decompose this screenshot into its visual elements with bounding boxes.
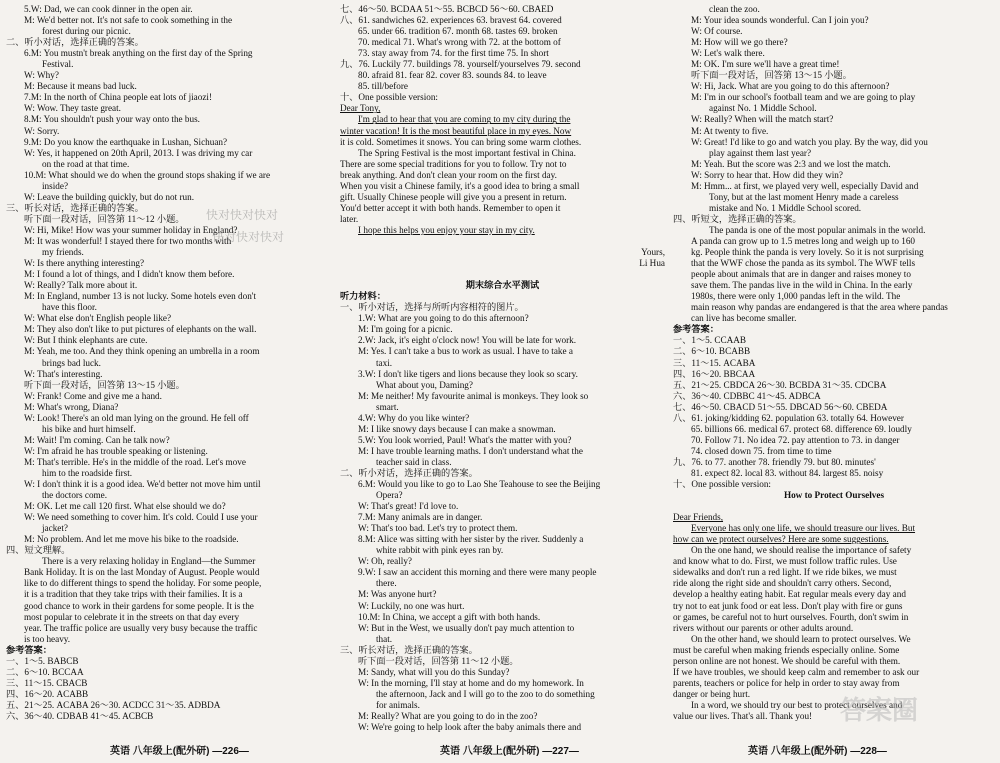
text-line: M: Hmm... at first, we played very well, especially David and: [691, 180, 919, 191]
text-line: There are some special traditions for you to follow. Try not to: [340, 158, 567, 169]
page-footer-228: 英语 八年级上(配外研) —228—: [748, 746, 887, 757]
text-line: 9.M: Do you know the earthquake in Lushan, Sichuan?: [24, 136, 228, 147]
text-line: M: I found a lot of things, and I didn't know them before.: [24, 269, 235, 280]
text-line: M: I have trouble learning maths. I don't understand what the: [358, 445, 583, 456]
text-line: sidewalks and don't run a red light. If we ride bikes, we must: [673, 567, 897, 578]
text-line: teacher said in class.: [376, 456, 452, 467]
text-line: M: Yeah. But the score was 2:3 and we lost the match.: [691, 158, 891, 169]
text-line: have this floor.: [42, 302, 97, 313]
text-line: 二、6～10. BCABB: [673, 346, 751, 357]
text-line: break anything. And don't clean your room on the first day.: [340, 169, 557, 180]
text-line: The panda is one of the most popular animals in the world.: [709, 224, 926, 235]
text-line: 7.M: Many animals are in danger.: [358, 512, 483, 523]
text-line: 6.M: Would you like to go to Lao She Teahouse to see the Beijing: [358, 479, 601, 490]
text-line: I hope this helps you enjoy your stay in my city.: [358, 224, 535, 235]
text-line: W: Hi, Jack. What are you going to do this afternoon?: [691, 81, 890, 92]
text-line: 1.W: What are you going to do this afternoon?: [358, 313, 529, 324]
text-line: 三、听长对话，选择正确的答案。: [6, 202, 144, 213]
text-line: forest during our picnic.: [42, 26, 131, 37]
text-line: M: No problem. And let me move his bike to the roadside.: [24, 534, 239, 545]
text-line: save them. The pandas live in the wild in China. In the early: [691, 280, 913, 291]
text-line: 7.M: In the north of China people eat lots of jiaozi!: [24, 92, 213, 103]
text-line: mistake and No. 1 Middle School scored.: [709, 202, 862, 213]
text-line: 三、11～15. ACABA: [673, 357, 756, 368]
text-line: 8.M: Alice was sitting with her sister by the river. Suddenly a: [358, 534, 584, 545]
text-line: 74. closed down 75. from time to time: [691, 445, 832, 456]
text-line: M: It was wonderful! I stayed there for two months with: [24, 235, 232, 246]
text-line: When you visit a Chinese family, it's a good idea to bring a small: [340, 180, 580, 191]
text-line: 三、听长对话，选择正确的答案。: [340, 644, 478, 655]
text-line: most popular to celebrate it in the streets on that day every: [24, 611, 240, 622]
text-line: 1980s, there were only 1,000 pandas left in the wild. The: [691, 291, 901, 302]
text-line: 二、听小对话，选择正确的答案。: [6, 37, 144, 48]
text-line: Bank Holiday. It is on the last Monday of August. People would: [24, 567, 260, 578]
text-line: 三、11～15. CBACB: [6, 677, 88, 688]
text-line: M: Your idea sounds wonderful. Can I join you?: [691, 15, 869, 26]
text-line: 5.W: Dad, we can cook dinner in the open air.: [24, 4, 193, 14]
text-line: Dear Tony,: [340, 103, 381, 114]
text-line: 五、21～25. CBDCA 26～30. BCBDA 31～35. CDCBA: [673, 379, 887, 390]
text-line: M: I'm in our school's football team and we are going to play: [691, 92, 916, 103]
text-line: kg. People think the panda is very lovely. So it is not surprising: [691, 247, 924, 258]
text-line: 70. Follow 71. No idea 72. pay attention to 73. in danger: [691, 434, 900, 445]
text-line: M: Really? What are you going to do in the zoo?: [358, 711, 538, 721]
text-line: W: But I think elephants are cute.: [24, 335, 148, 346]
text-line: 九、76. to 77. another 78. friendly 79. but 80. minutes': [673, 456, 876, 467]
text-line: brings bad luck.: [42, 357, 101, 368]
text-line: How to Protect Ourselves: [783, 490, 885, 501]
text-line: like to do different things to spend the holiday. For some people,: [24, 578, 262, 589]
text-line: 4.W: Why do you like winter?: [358, 412, 470, 423]
text-line: good chance to work in their gardens for some people. It is the: [24, 600, 254, 611]
text-line: 听力材料：: [340, 291, 386, 302]
text-line: I'm glad to hear that you are coming to my city during the: [358, 114, 571, 125]
text-line: W: But in the West, we usually don't pay much attention to: [358, 622, 575, 633]
text-line: smart.: [376, 401, 399, 412]
text-line: 听下面一段对话，回答第 11～12 小题。: [358, 655, 519, 666]
text-line: that the WWF chose the panda as its symbol. The WWF tells: [691, 258, 916, 269]
text-line: 十、One possible version:: [673, 479, 771, 490]
text-line: 期末综合水平测试: [465, 280, 540, 291]
text-line: W: Yes, it happened on 20th April, 2013. I was driving my car: [24, 147, 253, 158]
text-line: 十、One possible version:: [340, 92, 438, 103]
text-line: Yours,: [641, 247, 665, 258]
text-line: main reason why pandas are endangered is that the area where pandas: [691, 302, 948, 313]
text-line: You'd better accept it with both hands. Remember to open it: [340, 202, 561, 213]
text-line: 听下面一段对话，回答第 11～12 小题。: [24, 213, 185, 224]
text-line: 八、61. joking/kidding 62. population 63. totally 64. However: [673, 412, 904, 423]
text-line: In a word, we should try our best to protect ourselves and: [691, 699, 903, 710]
text-line: W: In the morning, I'll stay at home and do my homework. In: [358, 677, 584, 688]
text-line: W: That's interesting.: [24, 368, 103, 379]
text-line: 一、1～5. BABCB: [6, 655, 79, 666]
text-line: 四、16～20. ACABB: [6, 688, 89, 699]
text-line: parents, teachers or police for help in order to stay away from: [673, 677, 900, 688]
text-line: clean the zoo.: [709, 4, 760, 14]
text-line: danger or being hurt.: [673, 688, 751, 699]
page-footer-227: 英语 八年级上(配外研) —227—: [440, 746, 579, 757]
text-line: ride along the right side and shouldn't carry others. Second,: [673, 578, 892, 589]
text-line: Tony, but at the last moment Henry made a careless: [709, 191, 899, 202]
text-line: Dear Friends,: [673, 512, 724, 523]
text-line: 四、短文理解。: [6, 545, 71, 556]
text-line: On the other hand, we should learn to protect ourselves. We: [691, 633, 911, 644]
text-line: W: Look! There's an old man lying on the ground. He fell off: [24, 412, 249, 423]
text-line: 73. stay away from 74. for the first time 75. In short: [358, 48, 549, 59]
text-line: M: We'd better not. It's not safe to cook something in the: [24, 15, 233, 26]
text-line: it is cold. Sometimes it snows. You can bring some warm clothes.: [340, 136, 582, 147]
text-line: how can we protect ourselves? Here are some suggestions.: [673, 534, 889, 545]
text-line: 五、21～25. ACABA 26～30. ACDCC 31～35. ADBDA: [6, 699, 221, 710]
text-line: W: Really? When will the match start?: [691, 114, 834, 125]
text-line: M: Yes. I can't take a bus to work as usual. I have to take a: [358, 346, 573, 357]
text-line: Festival.: [42, 59, 74, 70]
text-line: 80. afraid 81. fear 82. cover 83. sounds 84. to leave: [358, 70, 547, 81]
text-line: M: How will we go there?: [691, 37, 788, 48]
text-line: W: Why?: [24, 70, 59, 81]
text-line: Li Hua: [639, 258, 665, 269]
text-line: M: Me neither! My favourite animal is monkeys. They look so: [358, 390, 589, 401]
text-line: W: Sorry.: [24, 125, 60, 136]
text-line: W: Sorry to hear that. How did they win?: [691, 169, 843, 180]
text-line: 3.W: I don't like tigers and lions because they look so scary.: [358, 368, 578, 379]
text-line: him to the roadside first.: [42, 467, 133, 478]
text-line: If we have troubles, we should keep calm and remember to ask our: [673, 666, 920, 677]
watermark: 快对快对快对: [212, 230, 285, 244]
text-line: for animals.: [376, 699, 420, 710]
text-line: M: I'm going for a picnic.: [358, 324, 453, 335]
text-line: must be careful when making friends especially online. Some: [673, 644, 900, 655]
text-line: W: I'm afraid he has trouble speaking or listening.: [24, 445, 208, 456]
text-line: M: Because it means bad luck.: [24, 81, 137, 92]
text-line: winter vacation! It is the most beautiful place in my eyes. Now: [340, 125, 572, 136]
text-line: 一、1～5. CCAAB: [673, 335, 746, 346]
text-line: W: Frank! Come and give me a hand.: [24, 390, 162, 401]
text-line: [340, 236, 665, 247]
text-line: M: They also don't like to put pictures of elephants on the wall.: [24, 324, 257, 335]
text-line: 85. till/before: [358, 81, 409, 92]
text-line: W: That's too bad. Let's try to protect them.: [358, 523, 518, 534]
text-line: W: Luckily, no one was hurt.: [358, 600, 465, 611]
column-right: [673, 4, 995, 732]
text-line: try not to eat junk food or eat less. Don't play with fire or guns: [673, 600, 903, 611]
text-line: 6.M: You mustn't break anything on the first day of the Spring: [24, 48, 253, 59]
text-line: 听下面一段对话，回答第 13～15 小题。: [691, 70, 852, 81]
text-line: 8.M: You shouldn't push your way onto the bus.: [24, 114, 200, 125]
watermark: 快对快对快对: [206, 208, 279, 222]
text-line: 81. expect 82. local 83. without 84. largest 85. noisy: [691, 467, 884, 478]
column-middle: [340, 4, 665, 732]
text-line: and know what to do. First, we must follow traffic rules. Use: [673, 556, 897, 567]
text-line: 九、76. Luckily 77. buildings 78. yourself/yourselves 79. second: [340, 59, 581, 70]
text-line: 5.W: You look worried, Paul! What's the matter with you?: [358, 434, 572, 445]
text-line: 一、听小对话，选择与所听内容相符的图片。: [340, 302, 524, 313]
text-line: M: What's wrong, Diana?: [24, 401, 119, 412]
text-line: 二、6～10. BCCAA: [6, 666, 84, 677]
column-left: [6, 4, 330, 732]
text-line: 70. medical 71. What's wrong with 72. at the bottom of: [358, 37, 561, 48]
text-line: W: Hi, Mike! How was your summer holiday in England?: [24, 224, 238, 235]
text-line: 10.M: In China, we accept a gift with both hands.: [358, 611, 541, 622]
text-line: inside?: [42, 180, 69, 191]
text-line: 参考答案：: [673, 324, 719, 335]
text-line: A panda can grow up to 1.5 metres long and weigh up to 160: [691, 235, 916, 246]
text-line: 9.W: I saw an accident this morning and there were many people: [358, 567, 597, 578]
text-line: my friends.: [42, 247, 84, 258]
text-line: What about you, Daming?: [376, 379, 473, 390]
text-line: W: Let's walk there.: [691, 48, 765, 59]
text-line: 七、46～50. BCDAA 51～55. BCBCD 56～60. CBAED: [340, 4, 554, 14]
text-line: M: At twenty to five.: [691, 125, 769, 136]
text-line: his bike and hurt himself.: [42, 423, 136, 434]
text-line: there.: [376, 578, 397, 589]
text-line: white rabbit with pink eyes ran by.: [376, 545, 504, 556]
text-line: W: Is there anything interesting?: [24, 258, 145, 269]
text-line: the doctors come.: [42, 490, 108, 501]
text-line: rivers without our parents or other adults around.: [673, 622, 854, 633]
text-line: 六、36～40. CDBBC 41～45. ADBCA: [673, 390, 821, 401]
text-line: the afternoon, Jack and I will go to the zoo to do something: [376, 688, 595, 699]
text-line: person online are not honest. We should be careful with them.: [673, 655, 901, 666]
text-line: gift. Usually Chinese people will give you a present in return.: [340, 191, 567, 202]
text-line: M: I like snowy days because I can make a snowman.: [358, 423, 556, 434]
text-line: The Spring Festival is the most important festival in China.: [358, 147, 576, 158]
text-line: taxi.: [376, 357, 393, 368]
text-line: Everyone has only one life, we should treasure our lives. But: [691, 523, 916, 534]
text-line: value our lives. That's all. Thank you!: [673, 711, 813, 721]
text-line: 四、听短文，选择正确的答案。: [673, 213, 802, 224]
text-line: jacket?: [42, 523, 69, 534]
text-line: W: Wow. They taste great.: [24, 103, 121, 114]
text-line: that.: [376, 633, 393, 644]
text-line: M: In England, number 13 is not lucky. Some hotels even don't: [24, 291, 256, 302]
watermark-logo: 答案圈: [840, 695, 919, 725]
text-line: can live has become smaller.: [691, 313, 797, 324]
text-line: M: Was anyone hurt?: [358, 589, 437, 600]
text-line: 听下面一段对话，回答第 13～15 小题。: [24, 379, 185, 390]
text-line: M: Wait! I'm coming. Can he talk now?: [24, 434, 170, 445]
text-line: On the one hand, we should realise the importance of safety: [691, 545, 912, 556]
text-line: [673, 501, 995, 512]
text-line: on the road at that time.: [42, 158, 130, 169]
text-line: W: Great! I'd like to go and watch you play. By the way, did you: [691, 136, 928, 147]
text-line: W: We need something to cover him. It's cold. Could I use your: [24, 512, 258, 523]
text-line: Opera?: [376, 490, 403, 501]
text-line: people about animals that are in danger and raises money to: [691, 269, 911, 280]
text-line: 八、61. sandwiches 62. experiences 63. bravest 64. covered: [340, 15, 562, 26]
text-line: 65. under 66. tradition 67. month 68. tastes 69. broken: [358, 26, 558, 37]
text-line: it is a tradition that they take trips with their families. It is a: [24, 589, 243, 600]
text-line: later.: [340, 213, 359, 224]
text-line: play against them last year?: [709, 147, 812, 158]
text-line: 10.M: What should we do when the ground stops shaking if we are: [24, 169, 271, 180]
text-line: M: OK. I'm sure we'll have a great time!: [691, 59, 840, 70]
text-line: There is a very relaxing holiday in England—the Summer: [42, 556, 256, 567]
text-line: [340, 269, 665, 280]
text-line: against No. 1 Middle School.: [709, 103, 817, 114]
text-line: 七、46～50. CBACD 51～55. DBCAD 56～60. CBEDA: [673, 401, 888, 412]
text-line: M: That's terrible. He's in the middle of the road. Let's move: [24, 456, 246, 467]
text-line: 2.W: Jack, it's eight o'clock now! You will be late for work.: [358, 335, 577, 346]
text-line: develop a healthy eating habit. Eat regular meals every day and: [673, 589, 906, 600]
text-line: M: Sandy, what will you do this Sunday?: [358, 666, 510, 677]
text-line: W: Of course.: [691, 26, 743, 37]
text-line: W: Really? Talk more about it.: [24, 280, 138, 291]
text-line: 二、听小对话，选择正确的答案。: [340, 467, 478, 478]
page-footer-226: 英语 八年级上(配外研) —226—: [110, 746, 249, 757]
text-line: W: What else don't English people like?: [24, 313, 172, 324]
text-line: 参考答案：: [6, 644, 52, 655]
text-line: or games, be careful not to hurt ourselves. Fourth, don't swim in: [673, 611, 909, 622]
text-line: 四、16～20. BBCAA: [673, 368, 756, 379]
text-line: M: OK. Let me call 120 first. What else should we do?: [24, 501, 226, 512]
text-line: W: That's great! I'd love to.: [358, 501, 459, 512]
text-line: W: We're going to help look after the baby animals there and: [358, 722, 582, 732]
text-line: W: I don't think it is a good idea. We'd better not move him until: [24, 479, 261, 490]
text-line: 六、36～40. CDBAB 41～45. ACBCB: [6, 711, 154, 721]
text-line: W: Oh, really?: [358, 556, 412, 567]
text-line: 65. billions 66. medical 67. protect 68. difference 69. loudly: [691, 423, 912, 434]
text-line: M: Yeah, me too. And they think opening an umbrella in a room: [24, 346, 260, 357]
text-line: is too heavy.: [24, 633, 71, 644]
text-line: year. The traffic police are usually very busy because the traffic: [24, 622, 258, 633]
text-line: W: Leave the building quickly, but do not run.: [24, 191, 195, 202]
